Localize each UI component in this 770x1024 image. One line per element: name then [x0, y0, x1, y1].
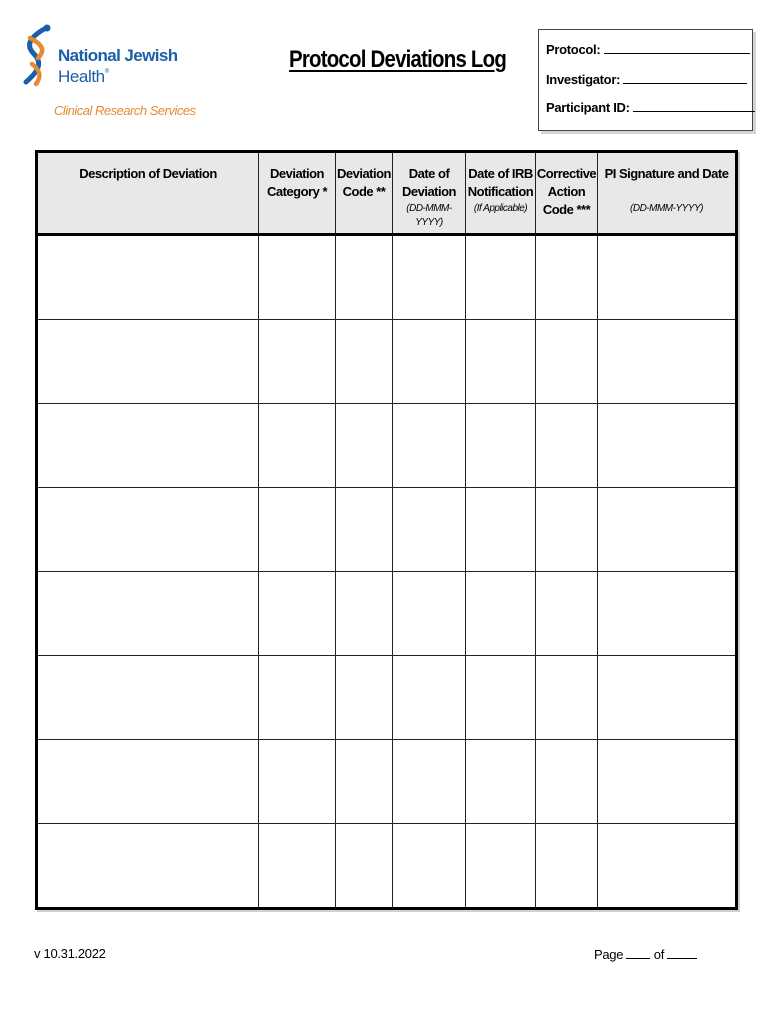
cell-description[interactable] — [37, 235, 259, 320]
cell-pi-signature[interactable] — [598, 740, 737, 824]
cell-category[interactable] — [259, 824, 336, 909]
cell-code[interactable] — [336, 740, 393, 824]
of-label: of — [653, 947, 665, 962]
table-header-row — [37, 152, 737, 235]
page-counter — [594, 946, 697, 962]
department-name: Clinical Research Services — [54, 103, 196, 118]
table-row — [37, 572, 737, 656]
deviations-table — [35, 150, 738, 910]
cell-pi-signature[interactable] — [598, 572, 737, 656]
cell-date-of-deviation[interactable] — [393, 572, 466, 656]
table-row — [37, 824, 737, 909]
form-title: Protocol Deviations Log — [289, 46, 507, 73]
cell-pi-signature[interactable] — [598, 404, 737, 488]
cell-category[interactable] — [259, 404, 336, 488]
cell-corrective-action[interactable] — [536, 824, 598, 909]
cell-date-of-deviation[interactable] — [393, 404, 466, 488]
organization-name-line1: National Jewish — [58, 46, 178, 65]
study-info-box — [538, 29, 753, 131]
cell-description[interactable] — [37, 320, 259, 404]
cell-pi-signature[interactable] — [598, 656, 737, 740]
cell-date-of-deviation[interactable] — [393, 320, 466, 404]
cell-category[interactable] — [259, 656, 336, 740]
cell-corrective-action[interactable] — [536, 740, 598, 824]
cell-category[interactable] — [259, 235, 336, 320]
cell-date-of-deviation[interactable] — [393, 656, 466, 740]
cell-irb-notification[interactable] — [466, 740, 536, 824]
participant-id-label: Participant ID: — [546, 100, 630, 115]
cell-pi-signature[interactable] — [598, 235, 737, 320]
investigator-blank[interactable] — [623, 70, 747, 84]
deviations-log — [35, 150, 735, 895]
column-header-category: Deviation Category * — [259, 152, 336, 235]
table-row — [37, 320, 737, 404]
cell-date-of-deviation[interactable] — [393, 740, 466, 824]
cell-date-of-deviation[interactable] — [393, 235, 466, 320]
cell-category[interactable] — [259, 572, 336, 656]
cell-irb-notification[interactable] — [466, 656, 536, 740]
cell-description[interactable] — [37, 656, 259, 740]
cell-code[interactable] — [336, 572, 393, 656]
cell-corrective-action[interactable] — [536, 235, 598, 320]
column-header-corrective-action: Corrective Action Code *** — [536, 152, 598, 235]
table-body — [37, 235, 737, 909]
table-row — [37, 656, 737, 740]
table-row — [37, 488, 737, 572]
column-header-description: Description of Deviation — [37, 152, 259, 235]
signature-date-format-hint: (DD-MMM-YYYY) — [630, 203, 703, 214]
cell-code[interactable] — [336, 488, 393, 572]
helix-logo-icon — [20, 24, 60, 90]
page-total-blank[interactable] — [667, 946, 697, 959]
investigator-label: Investigator: — [546, 72, 621, 87]
form-version: v 10.31.2022 — [34, 946, 106, 961]
column-header-date-of-deviation: Date of Deviation (DD-MMM-YYYY) — [393, 152, 466, 235]
cell-irb-notification[interactable] — [466, 824, 536, 909]
investigator-field — [546, 70, 747, 87]
if-applicable-hint: (If Applicable) — [473, 203, 528, 214]
protocol-label: Protocol: — [546, 42, 601, 57]
cell-corrective-action[interactable] — [536, 320, 598, 404]
cell-irb-notification[interactable] — [466, 488, 536, 572]
cell-code[interactable] — [336, 235, 393, 320]
cell-pi-signature[interactable] — [598, 824, 737, 909]
cell-corrective-action[interactable] — [536, 404, 598, 488]
cell-description[interactable] — [37, 824, 259, 909]
column-header-pi-signature: PI Signature and Date (DD-MMM-YYYY) — [598, 152, 737, 235]
cell-description[interactable] — [37, 572, 259, 656]
date-format-hint: (DD-MMM-YYYY) — [406, 203, 452, 228]
cell-category[interactable] — [259, 320, 336, 404]
cell-code[interactable] — [336, 824, 393, 909]
protocol-blank[interactable] — [604, 40, 750, 54]
page-number-blank[interactable] — [626, 946, 650, 959]
page-label: Page — [594, 947, 624, 962]
table-row — [37, 404, 737, 488]
cell-irb-notification[interactable] — [466, 572, 536, 656]
column-header-irb-notification: Date of IRB Notification (If Applicable) — [466, 152, 536, 235]
cell-irb-notification[interactable] — [466, 404, 536, 488]
cell-pi-signature[interactable] — [598, 320, 737, 404]
cell-code[interactable] — [336, 656, 393, 740]
column-header-code: Deviation Code ** — [336, 152, 393, 235]
participant-id-blank[interactable] — [633, 98, 755, 112]
table-row — [37, 235, 737, 320]
cell-irb-notification[interactable] — [466, 235, 536, 320]
cell-date-of-deviation[interactable] — [393, 488, 466, 572]
cell-date-of-deviation[interactable] — [393, 824, 466, 909]
cell-description[interactable] — [37, 740, 259, 824]
cell-category[interactable] — [259, 488, 336, 572]
cell-code[interactable] — [336, 320, 393, 404]
cell-corrective-action[interactable] — [536, 488, 598, 572]
table-row — [37, 740, 737, 824]
cell-code[interactable] — [336, 404, 393, 488]
protocol-field — [546, 40, 750, 57]
cell-description[interactable] — [37, 488, 259, 572]
cell-irb-notification[interactable] — [466, 320, 536, 404]
cell-pi-signature[interactable] — [598, 488, 737, 572]
cell-corrective-action[interactable] — [536, 572, 598, 656]
participant-id-field — [546, 98, 755, 115]
cell-description[interactable] — [37, 404, 259, 488]
cell-corrective-action[interactable] — [536, 656, 598, 740]
organization-name-line2: Health® — [58, 67, 109, 86]
cell-category[interactable] — [259, 740, 336, 824]
organization-logo — [20, 24, 196, 124]
registered-mark: ® — [104, 69, 109, 75]
